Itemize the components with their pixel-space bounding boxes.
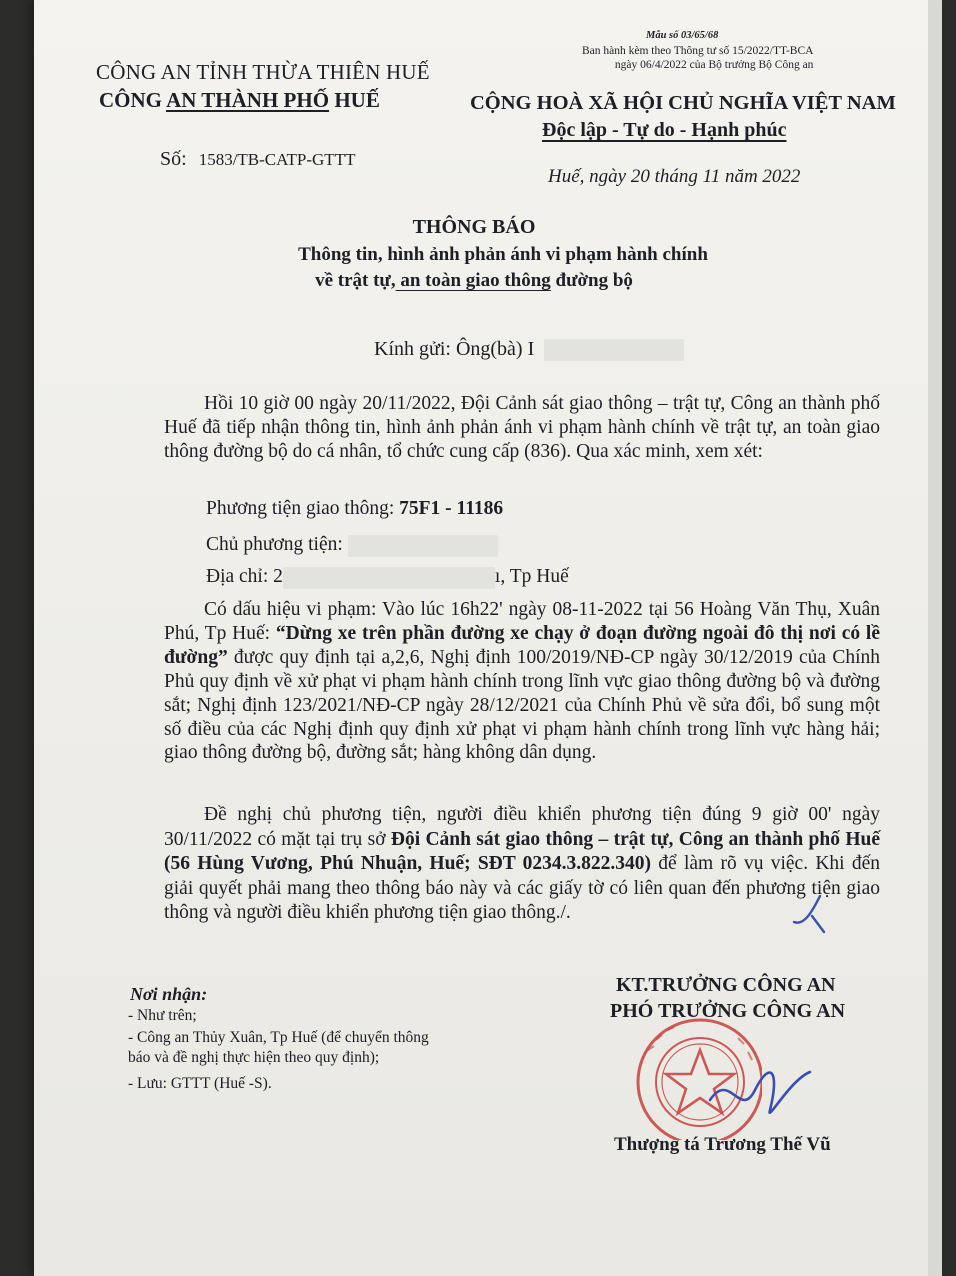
nation-heading: CỘNG HOÀ XÃ HỘI CHỦ NGHĨA VIỆT NAM <box>470 92 896 114</box>
redacted-name <box>544 339 684 361</box>
recipients-title: Nơi nhận: <box>130 984 208 1004</box>
redacted-owner <box>348 535 498 557</box>
greeting <box>374 338 684 361</box>
subtitle-part: về trật tự, <box>315 270 396 291</box>
address-tail: ı, Tp Huế <box>494 566 569 587</box>
agency-name-underlined: AN THÀNH PHỐ <box>166 88 330 112</box>
page-edge <box>928 0 942 1276</box>
redacted-address <box>283 567 495 589</box>
motto: Độc lập - Tự do - Hạnh phúc <box>542 119 787 141</box>
agency-name-part: HUẾ <box>329 88 380 112</box>
owner-label: Chủ phương tiện: <box>206 534 348 555</box>
form-number: Mẫu số 03/65/68 <box>646 30 719 41</box>
vehicle-line <box>206 498 503 520</box>
handwritten-signature-icon <box>700 1050 820 1130</box>
request-location: Đội Cảnh sát giao thông – trật tự, Công an thành phố Huế (56 Hùng Vương, Phú Nhuận, Huế; SĐT 0234.3.822.340) <box>164 828 881 875</box>
vehicle-label: Phương tiện giao thông: <box>206 498 400 519</box>
violation-text: Có dấu hiệu vi phạm: Vào lúc 16h22' ngày 08-11-2022 tại 56 Hoàng Văn Thụ, Xuân Phú, Tp Huế: <box>164 599 880 644</box>
doc-no-label: Số: <box>160 148 187 170</box>
paragraph-request <box>164 803 880 926</box>
address-line <box>206 566 569 589</box>
signature-title: PHÓ TRƯỞNG CÔNG AN <box>610 1000 846 1022</box>
issued-line-2: ngày 06/4/2022 của Bộ trưởng Bộ Công an <box>614 59 814 71</box>
recipient-item: báo và đề nghị thực hiện theo quy định); <box>128 1049 380 1066</box>
subtitle-part: đường bộ <box>550 270 633 291</box>
signature-authority: KT.TRƯỞNG CÔNG AN <box>616 974 836 996</box>
agency-parent: CÔNG AN TỈNH THỪA THIÊN HUẾ <box>96 60 430 84</box>
agency-name <box>99 88 380 113</box>
violation-description: “Dừng xe trên phần đường xe chạy ở đoạn đường ngoài đô thị nơi có lề đường” <box>164 622 881 668</box>
recipient-item: - Như trên; <box>128 1007 197 1024</box>
ink-mark <box>790 892 830 936</box>
document-subtitle-1: Thông tin, hình ảnh phản ánh vi phạm hành chính <box>298 244 708 265</box>
doc-no-value: 1583/TB-CATP-GTTT <box>198 150 356 169</box>
request-text: Đề nghị chủ phương tiện, người điều khiển phương tiện đúng 9 giờ 00' ngày 30/11/2022 có mặt tại trụ sở <box>164 804 880 850</box>
paragraph-violation <box>164 598 880 765</box>
issued-by-note <box>582 44 813 72</box>
violation-legal-basis: được quy định tại a,2,6, Nghị định 100/2019/NĐ-CP ngày 30/12/2019 của Chính Phủ quy định về xử phạt vi phạm hành chính trong lĩnh vực giao thông đường bộ và đường sắt; Nghị định 123/2021/NĐ-CP ngày 28/12/2021 của Chính Phủ về sửa đổi, bổ sung một số điều của các Nghị định quy định xử phạt vi phạm hành chính trong lĩnh vực hàng hải; giao thông đường bộ, đường sắt; hàng không dân dụng. <box>164 646 880 764</box>
recipient-item: - Công an Thủy Xuân, Tp Huế (để chuyển thông <box>128 1029 429 1046</box>
document-title: THÔNG BÁO <box>412 216 536 238</box>
vehicle-plate: 75F1 - 11186 <box>399 498 504 519</box>
request-closing: để làm rõ vụ việc. Khi đến giải quyết phải mang theo thông báo này và các giấy tờ có liên quan đến phương tiện giao thông và người điều khiển phương tiện giao thông./. <box>164 853 880 924</box>
signer-name: Thượng tá Trương Thế Vũ <box>614 1134 831 1155</box>
document-subtitle-2 <box>0 270 948 292</box>
place-date: Huế, ngày 20 tháng 11 năm 2022 <box>548 166 801 187</box>
greeting-text: Kính gửi: Ông(bà) I <box>374 338 535 360</box>
owner-line <box>206 534 498 557</box>
paragraph-intro: Hồi 10 giờ 00 ngày 20/11/2022, Đội Cảnh sát giao thông – trật tự, Công an thành phố Huế đã tiếp nhận thông tin, hình ảnh phản ánh vi phạm hành chính về trật tự, an toàn giao thông đường bộ do cá nhân, tổ chức cung cấp (836). Qua xác minh, xem xét: <box>164 393 880 463</box>
issued-line-1: Ban hành kèm theo Thông tư số 15/2022/TT-BCA <box>582 45 814 57</box>
agency-name-part: CÔNG <box>99 88 167 112</box>
address-label: Địa chỉ: 2 <box>206 566 283 587</box>
document-number <box>160 148 355 171</box>
subtitle-underlined: an toàn giao thông <box>395 270 551 291</box>
recipient-item: - Lưu: GTTT (Huế -S). <box>128 1075 272 1092</box>
